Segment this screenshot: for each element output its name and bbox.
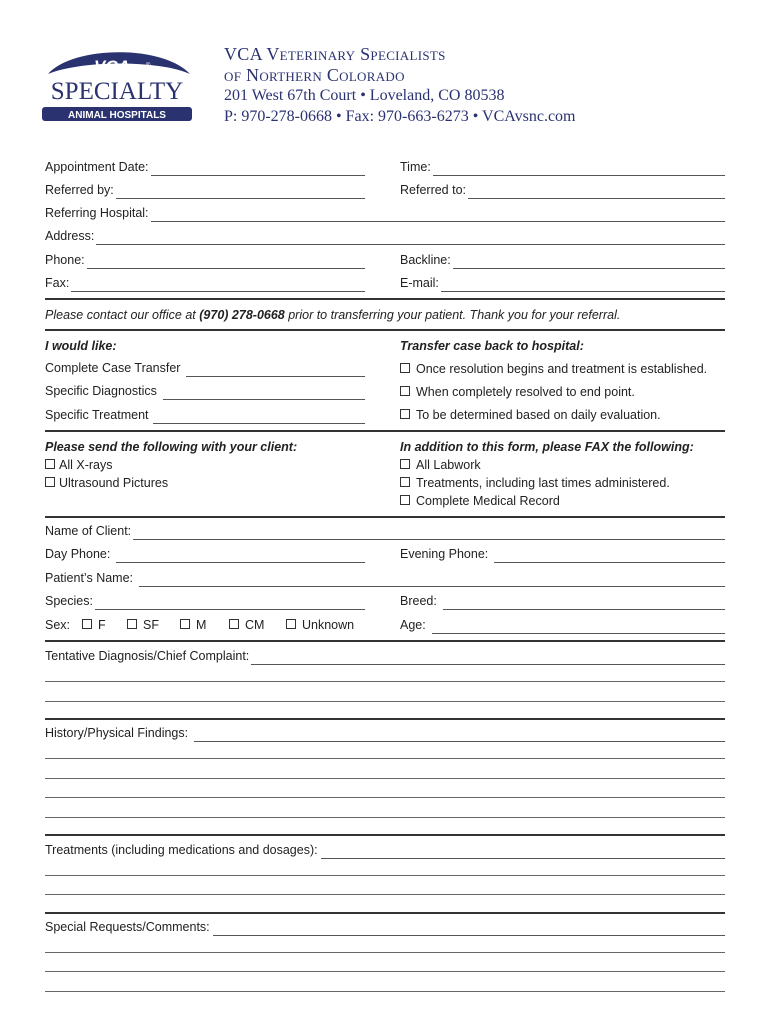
day-phone-line[interactable] (116, 548, 365, 563)
section-divider (45, 912, 725, 914)
sex-option-label: Unknown (302, 618, 355, 632)
transfer-option-3[interactable] (400, 408, 661, 422)
species-line[interactable] (95, 595, 365, 610)
treatments-line[interactable] (321, 844, 725, 859)
comments-label: Special Requests/Comments: (45, 920, 210, 934)
phone-line[interactable] (87, 254, 365, 269)
age-field[interactable] (400, 616, 725, 634)
notice-pre: Please contact our office at (45, 308, 200, 322)
day-phone-field[interactable] (45, 545, 365, 563)
send-item-label: Ultrasound Pictures (59, 476, 169, 490)
specific-treatment-field[interactable] (45, 406, 365, 424)
address-line[interactable] (96, 230, 725, 245)
section-divider (45, 298, 725, 300)
section-divider (45, 834, 725, 836)
time-line[interactable] (433, 161, 725, 176)
transfer-back-heading: Transfer case back to hospital: (400, 339, 584, 353)
day-phone-label: Day Phone: (45, 547, 111, 561)
specific-treatment-label: Specific Treatment (45, 408, 149, 422)
patient-name-field[interactable] (45, 569, 725, 587)
client-name-label: Name of Client: (45, 524, 132, 538)
header-contact: P: 970-278-0668 • Fax: 970-663-6273 • VCAvsnc.com (224, 108, 576, 125)
referred-to-field[interactable] (400, 181, 725, 199)
writing-line[interactable] (45, 797, 725, 798)
complete-case-transfer-label: Complete Case Transfer (45, 361, 181, 375)
specific-diagnostics-field[interactable] (45, 382, 365, 400)
writing-line[interactable] (45, 758, 725, 759)
comments-line[interactable] (213, 921, 725, 936)
section-divider (45, 329, 725, 331)
appointment-date-field[interactable] (45, 158, 365, 176)
referred-by-line[interactable] (116, 184, 365, 199)
specific-diagnostics-line[interactable] (163, 385, 365, 400)
checkbox[interactable] (229, 619, 239, 629)
diagnosis-line[interactable] (251, 650, 725, 665)
patient-name-label: Patient’s Name: (45, 571, 134, 585)
referring-hospital-field[interactable] (45, 204, 725, 222)
logo-mark: ® (146, 63, 151, 69)
appointment-date-label: Appointment Date: (45, 160, 149, 174)
phone-field[interactable] (45, 251, 365, 269)
sex-option-label: F (98, 618, 106, 632)
breed-label: Breed: (400, 594, 437, 608)
writing-line[interactable] (45, 991, 725, 992)
send-item-label: All X-rays (59, 458, 113, 472)
transfer-option-3-label: To be determined based on daily evaluation. (416, 408, 661, 422)
sex-option-label: SF (143, 618, 159, 632)
client-name-field[interactable] (45, 522, 725, 540)
section-divider (45, 718, 725, 720)
writing-line[interactable] (45, 701, 725, 702)
patient-name-line[interactable] (139, 572, 725, 587)
checkbox[interactable] (45, 477, 55, 487)
referred-by-field[interactable] (45, 181, 365, 199)
contact-notice (45, 308, 620, 322)
writing-line[interactable] (45, 894, 725, 895)
fax-label: Fax: (45, 276, 70, 290)
history-line[interactable] (194, 727, 725, 742)
referred-to-label: Referred to: (400, 183, 467, 197)
comments-field[interactable] (45, 918, 725, 936)
sex-option-label: CM (245, 618, 265, 632)
section-divider (45, 640, 725, 642)
checkbox[interactable] (400, 495, 410, 505)
referred-to-line[interactable] (468, 184, 725, 199)
phone-label: Phone: (45, 253, 85, 267)
address-label: Address: (45, 229, 95, 243)
backline-field[interactable] (400, 251, 725, 269)
writing-line[interactable] (45, 952, 725, 953)
writing-line[interactable] (45, 778, 725, 779)
species-label: Species: (45, 594, 93, 608)
logo-vca-text: VCA (94, 57, 130, 76)
treatments-field[interactable] (45, 841, 725, 859)
breed-line[interactable] (443, 595, 725, 610)
sex-option-m[interactable] (180, 618, 206, 632)
time-label: Time: (400, 160, 431, 174)
evening-phone-line[interactable] (494, 548, 725, 563)
complete-case-transfer-line[interactable] (186, 362, 365, 377)
backline-label: Backline: (400, 253, 451, 267)
writing-line[interactable] (45, 681, 725, 682)
sex-option-sf[interactable] (127, 618, 159, 632)
species-field[interactable] (45, 592, 365, 610)
evening-phone-label: Evening Phone: (400, 547, 489, 561)
transfer-option-2-label: When completely resolved to end point. (416, 385, 635, 399)
checkbox[interactable] (400, 409, 410, 419)
header-address: 201 West 67th Court • Loveland, CO 80538 (224, 87, 505, 104)
time-field[interactable] (400, 158, 725, 176)
sex-option-unknown[interactable] (286, 618, 354, 632)
section-divider (45, 430, 725, 432)
referred-by-label: Referred by: (45, 183, 114, 197)
breed-field[interactable] (400, 592, 725, 610)
logo-specialty-text: SPECIALTY (50, 78, 184, 105)
send-item-ultrasound[interactable] (45, 476, 168, 490)
diagnosis-field[interactable] (45, 647, 725, 665)
checkbox[interactable] (400, 386, 410, 396)
transfer-option-1-label: Once resolution begins and treatment is established. (416, 362, 708, 376)
fax-item-medical-record[interactable] (400, 494, 560, 508)
sex-label: Sex: (45, 618, 71, 632)
checkbox[interactable] (180, 619, 190, 629)
address-field[interactable] (45, 227, 725, 245)
section-divider (45, 516, 725, 518)
header-practice-name: VCA Veterinary Specialists (224, 44, 446, 64)
notice-post: prior to transferring your patient. Thank you for your referral. (284, 308, 621, 322)
checkbox[interactable] (400, 477, 410, 487)
email-line[interactable] (441, 277, 725, 292)
fax-item-label: All Labwork (416, 458, 481, 472)
send-item-xrays[interactable] (45, 458, 112, 472)
appointment-date-line[interactable] (151, 161, 365, 176)
specific-diagnostics-label: Specific Diagnostics (45, 384, 157, 398)
notice-phone: (970) 278-0668 (199, 308, 285, 322)
client-name-line[interactable] (133, 525, 725, 540)
fax-item-treatments[interactable] (400, 476, 670, 490)
fax-item-label: Complete Medical Record (416, 494, 560, 508)
checkbox[interactable] (400, 459, 410, 469)
fax-item-label: Treatments, including last times administered. (416, 476, 670, 490)
email-field[interactable] (400, 274, 725, 292)
history-label: History/Physical Findings: (45, 726, 189, 740)
sex-option-f[interactable] (82, 618, 106, 632)
logo-animal-hospitals-text: ANIMAL HOSPITALS (68, 110, 166, 121)
email-label: E-mail: (400, 276, 439, 290)
history-field[interactable] (45, 724, 725, 742)
referring-hospital-label: Referring Hospital: (45, 206, 149, 220)
backline-line[interactable] (453, 254, 725, 269)
diagnosis-label: Tentative Diagnosis/Chief Complaint: (45, 649, 250, 663)
writing-line[interactable] (45, 971, 725, 972)
complete-case-transfer-field[interactable] (45, 359, 365, 377)
checkbox[interactable] (82, 619, 92, 629)
writing-line[interactable] (45, 875, 725, 876)
referring-hospital-line[interactable] (151, 207, 725, 222)
sex-option-label: M (196, 618, 207, 632)
specific-treatment-line[interactable] (153, 409, 365, 424)
fax-following-heading: In addition to this form, please FAX the following: (400, 440, 694, 454)
checkbox[interactable] (127, 619, 137, 629)
evening-phone-field[interactable] (400, 545, 725, 563)
checkbox[interactable] (45, 459, 55, 469)
checkbox[interactable] (286, 619, 296, 629)
treatments-label: Treatments (including medications and dosages): (45, 843, 318, 857)
send-with-client-heading: Please send the following with your client: (45, 440, 298, 454)
fax-field[interactable] (45, 274, 365, 292)
i-would-like-heading: I would like: (45, 339, 117, 353)
transfer-option-2[interactable] (400, 385, 635, 399)
header-practice-location: of Northern Colorado (224, 65, 405, 85)
sex-option-cm[interactable] (229, 618, 264, 632)
age-label: Age: (400, 618, 426, 632)
fax-item-labwork[interactable] (400, 458, 481, 472)
age-line[interactable] (432, 619, 725, 634)
fax-line[interactable] (71, 277, 365, 292)
vca-specialty-logo (42, 44, 192, 124)
writing-line[interactable] (45, 817, 725, 818)
checkbox[interactable] (400, 363, 410, 373)
transfer-option-1[interactable] (400, 362, 707, 376)
